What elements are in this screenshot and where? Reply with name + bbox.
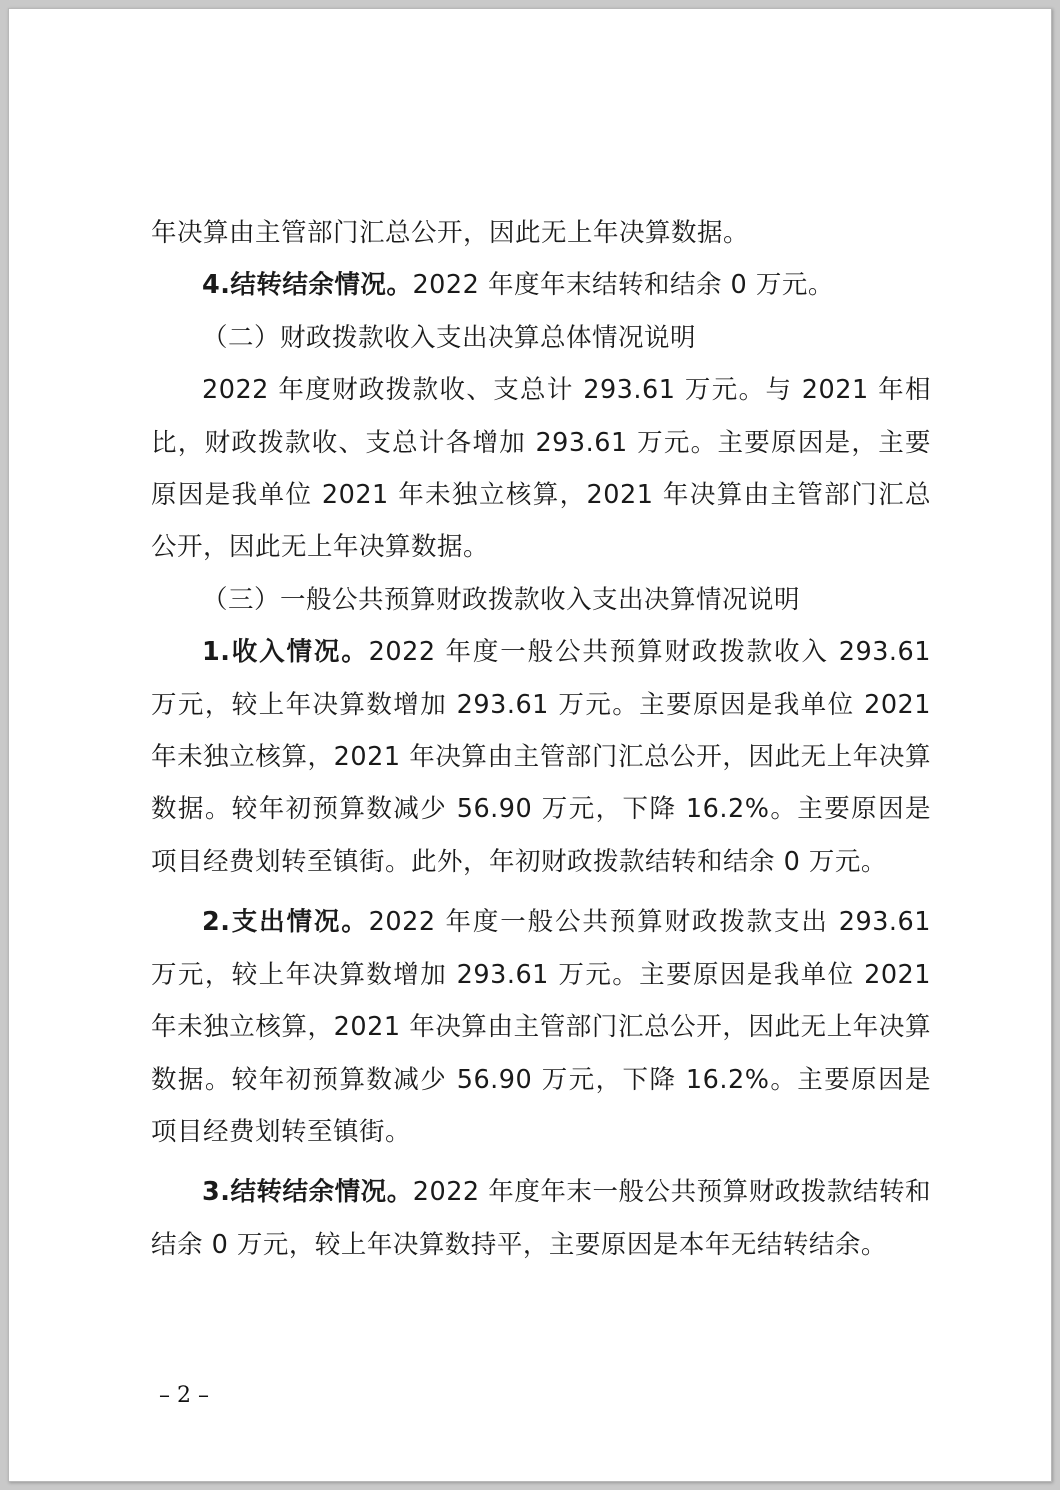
paragraph-expenditure: [151, 896, 931, 1158]
paragraph-text: 2022 年度一般公共预算财政拨款支出 293.61 万元，较上年决算数增加 293.61 万元。主要原因是我单位 2021 年未独立核算，2021 年决算由主管部门汇总公开，因此无上年决算数据。较年初预算数减少 56.90 万元，下降 16.2%。主要原因是项目经费划转至镇街。: [151, 907, 931, 1147]
page-number: – 2 –: [159, 1383, 209, 1408]
paragraph-continuation: 年决算由主管部门汇总公开，因此无上年决算数据。: [151, 218, 750, 248]
paragraph-balance: [151, 1166, 931, 1271]
paragraph-text: 2022 年度一般公共预算财政拨款收入 293.61 万元，较上年决算数增加 293.61 万元。主要原因是我单位 2021 年未独立核算，2021 年决算由主管部门汇总公开，因此无上年决算数据。较年初预算数减少 56.90 万元，下降 16.2%。主要原因是项目经费划转至镇街。此外，年初财政拨款结转和结余 0 万元。: [151, 637, 931, 877]
paragraph-heading: 2.支出情况。: [202, 907, 369, 938]
section-heading-2: （二）财政拨款收入支出决算总体情况说明: [202, 322, 697, 353]
section-heading-3: （三）一般公共预算财政拨款收入支出决算情况说明: [202, 584, 801, 615]
paragraph-heading: 1.收入情况。: [202, 637, 369, 668]
paragraph-fiscal-total: 2022 年度财政拨款收、支总计 293.61 万元。与 2021 年相比，财政拨款收、支总计各增加 293.61 万元。主要原因是，主要原因是我单位 2021 年未独立核算，2021 年决算由主管部门汇总公开，因此无上年决算数据。: [151, 375, 931, 563]
paragraph-text: 2022 年度年末结转和结余 0 万元。: [412, 270, 834, 301]
paragraph-carryover-balance: [151, 259, 931, 311]
document-body: [151, 207, 931, 1271]
paragraph-text: 2022 年度年末一般公共预算财政拨款结转和结余 0 万元，较上年决算数持平，主要原因是本年无结转结余。: [151, 1177, 931, 1260]
document-page: [8, 8, 1052, 1482]
paragraph-heading: 4.结转结余情况。: [202, 270, 413, 301]
paragraph-heading: 3.结转结余情况。: [202, 1177, 413, 1208]
paragraph-income: [151, 626, 931, 888]
